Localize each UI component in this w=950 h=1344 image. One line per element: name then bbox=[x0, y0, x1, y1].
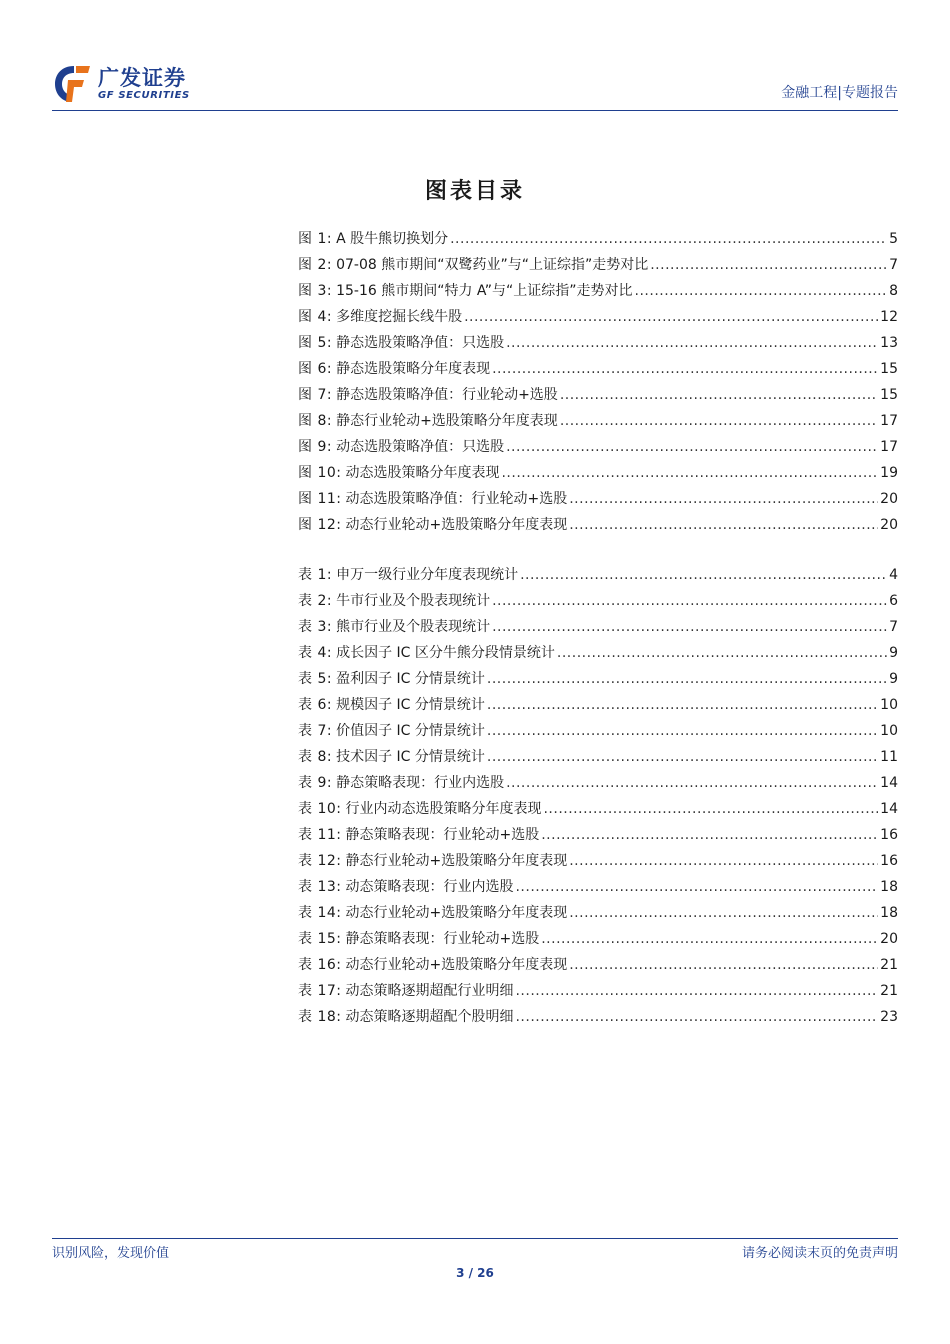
table-entry[interactable] bbox=[298, 640, 898, 666]
table-page-number: 16 bbox=[880, 853, 898, 869]
figure-page-number: 12 bbox=[880, 309, 898, 325]
table-page-number: 11 bbox=[880, 749, 898, 765]
table-label: 表 1: bbox=[298, 567, 333, 583]
table-page-number: 10 bbox=[880, 697, 898, 713]
table-label: 表 4: bbox=[298, 645, 333, 661]
table-label: 表 16: bbox=[298, 957, 342, 973]
table-page-number: 21 bbox=[880, 983, 898, 999]
gf-logo-icon bbox=[52, 62, 92, 106]
table-label: 表 15: bbox=[298, 931, 342, 947]
table-title: 价值因子 IC 分情景统计 bbox=[336, 723, 485, 739]
figure-label: 图 1: bbox=[298, 231, 333, 247]
table-label: 表 8: bbox=[298, 749, 333, 765]
table-page-number: 6 bbox=[889, 593, 898, 609]
page-title: 图表目录 bbox=[424, 179, 525, 204]
figure-entry[interactable] bbox=[298, 356, 898, 382]
table-title: 静态策略表现：行业轮动+选股 bbox=[345, 931, 540, 947]
page-header bbox=[52, 62, 898, 110]
table-label: 表 5: bbox=[298, 671, 333, 687]
dot-leader bbox=[506, 330, 878, 356]
dot-leader bbox=[520, 562, 887, 588]
figures-toc bbox=[298, 226, 898, 538]
table-label: 表 18: bbox=[298, 1009, 342, 1025]
table-page-number: 20 bbox=[880, 931, 898, 947]
report-type: 金融工程|专题报告 bbox=[781, 85, 898, 101]
table-entry[interactable] bbox=[298, 666, 898, 692]
figure-entry[interactable] bbox=[298, 278, 898, 304]
figure-label: 图 7: bbox=[298, 387, 333, 403]
dot-leader bbox=[487, 666, 887, 692]
logo-chinese-name: 广发证券 bbox=[98, 66, 186, 90]
table-title: 熊市行业及个股表现统计 bbox=[336, 619, 491, 635]
dot-leader bbox=[541, 926, 878, 952]
figure-page-number: 19 bbox=[880, 465, 898, 481]
dot-leader bbox=[492, 356, 878, 382]
figure-title: 静态选股策略分年度表现 bbox=[336, 361, 491, 377]
figure-page-number: 5 bbox=[889, 231, 898, 247]
table-title: 盈利因子 IC 分情景统计 bbox=[336, 671, 485, 687]
dot-leader bbox=[464, 304, 878, 330]
table-label: 表 9: bbox=[298, 775, 333, 791]
dot-leader bbox=[560, 382, 878, 408]
table-title: 行业内动态选股策略分年度表现 bbox=[345, 801, 542, 817]
table-entry[interactable] bbox=[298, 1004, 898, 1030]
figure-title: 多维度挖掘长线牛股 bbox=[336, 309, 463, 325]
table-page-number: 14 bbox=[880, 801, 898, 817]
table-label: 表 3: bbox=[298, 619, 333, 635]
figure-title: 静态选股策略净值：只选股 bbox=[336, 335, 505, 351]
table-page-number: 9 bbox=[889, 645, 898, 661]
table-entry[interactable] bbox=[298, 744, 898, 770]
figure-entry[interactable] bbox=[298, 408, 898, 434]
figure-page-number: 15 bbox=[880, 387, 898, 403]
dot-leader bbox=[492, 614, 887, 640]
table-entry[interactable] bbox=[298, 900, 898, 926]
dot-leader bbox=[515, 1004, 878, 1030]
page-number: 3 / 26 bbox=[456, 1266, 494, 1280]
table-entry[interactable] bbox=[298, 614, 898, 640]
figure-page-number: 17 bbox=[880, 439, 898, 455]
table-entry[interactable] bbox=[298, 796, 898, 822]
figure-title: 动态行业轮动+选股策略分年度表现 bbox=[345, 517, 568, 533]
table-page-number: 23 bbox=[880, 1009, 898, 1025]
table-label: 表 7: bbox=[298, 723, 333, 739]
figure-label: 图 5: bbox=[298, 335, 333, 351]
figure-label: 图 11: bbox=[298, 491, 342, 507]
table-page-number: 16 bbox=[880, 827, 898, 843]
table-title: 牛市行业及个股表现统计 bbox=[336, 593, 491, 609]
table-label: 表 14: bbox=[298, 905, 342, 921]
table-title: 静态策略表现：行业内选股 bbox=[336, 775, 505, 791]
figure-title: 15-16 熊市期间“特力 A”与“上证综指”走势对比 bbox=[336, 283, 633, 299]
figure-entry[interactable] bbox=[298, 304, 898, 330]
figure-page-number: 17 bbox=[880, 413, 898, 429]
dot-leader bbox=[541, 822, 878, 848]
footer-disclaimer: 请务必阅读末页的免责声明 bbox=[741, 1246, 898, 1261]
dot-leader bbox=[506, 434, 878, 460]
table-title: 静态行业轮动+选股策略分年度表现 bbox=[345, 853, 568, 869]
dot-leader bbox=[569, 848, 878, 874]
table-entry[interactable] bbox=[298, 718, 898, 744]
table-entry[interactable] bbox=[298, 978, 898, 1004]
figure-entry[interactable] bbox=[298, 226, 898, 252]
table-title: 技术因子 IC 分情景统计 bbox=[336, 749, 485, 765]
table-entry[interactable] bbox=[298, 770, 898, 796]
table-page-number: 21 bbox=[880, 957, 898, 973]
dot-leader bbox=[487, 718, 878, 744]
figure-page-number: 15 bbox=[880, 361, 898, 377]
dot-leader bbox=[515, 874, 878, 900]
table-title: 动态策略逐期超配个股明细 bbox=[345, 1009, 514, 1025]
footer-slogan: 识别风险，发现价值 bbox=[52, 1246, 170, 1261]
dot-leader bbox=[450, 226, 887, 252]
dot-leader bbox=[569, 512, 878, 538]
figure-entry[interactable] bbox=[298, 252, 898, 278]
table-label: 表 17: bbox=[298, 983, 342, 999]
table-label: 表 6: bbox=[298, 697, 333, 713]
table-title: 动态行业轮动+选股策略分年度表现 bbox=[345, 957, 568, 973]
header-divider bbox=[52, 110, 898, 111]
table-title: 动态行业轮动+选股策略分年度表现 bbox=[345, 905, 568, 921]
dot-leader bbox=[569, 900, 878, 926]
table-label: 表 13: bbox=[298, 879, 342, 895]
figure-label: 图 9: bbox=[298, 439, 333, 455]
table-entry[interactable] bbox=[298, 562, 898, 588]
dot-leader bbox=[543, 796, 878, 822]
figure-entry[interactable] bbox=[298, 486, 898, 512]
table-page-number: 18 bbox=[880, 879, 898, 895]
table-label: 表 10: bbox=[298, 801, 342, 817]
table-title: 申万一级行业分年度表现统计 bbox=[336, 567, 519, 583]
table-title: 规模因子 IC 分情景统计 bbox=[336, 697, 485, 713]
figure-label: 图 10: bbox=[298, 465, 342, 481]
tables-toc bbox=[298, 562, 898, 1030]
figure-page-number: 8 bbox=[889, 283, 898, 299]
figure-title: A 股牛熊切换划分 bbox=[336, 231, 449, 247]
company-logo bbox=[52, 62, 190, 106]
dot-leader bbox=[650, 252, 887, 278]
table-title: 动态策略逐期超配行业明细 bbox=[345, 983, 514, 999]
table-title: 动态策略表现：行业内选股 bbox=[345, 879, 514, 895]
dot-leader bbox=[506, 770, 878, 796]
figure-label: 图 12: bbox=[298, 517, 342, 533]
table-page-number: 4 bbox=[889, 567, 898, 583]
figure-title: 动态选股策略净值：只选股 bbox=[336, 439, 505, 455]
table-label: 表 2: bbox=[298, 593, 333, 609]
figure-label: 图 6: bbox=[298, 361, 333, 377]
figure-page-number: 7 bbox=[889, 257, 898, 273]
table-entry[interactable] bbox=[298, 822, 898, 848]
figure-entry[interactable] bbox=[298, 512, 898, 538]
figure-page-number: 20 bbox=[880, 517, 898, 533]
table-page-number: 14 bbox=[880, 775, 898, 791]
table-entry[interactable] bbox=[298, 848, 898, 874]
dot-leader bbox=[515, 978, 878, 1004]
table-entry[interactable] bbox=[298, 874, 898, 900]
table-page-number: 10 bbox=[880, 723, 898, 739]
dot-leader bbox=[569, 486, 878, 512]
footer-divider bbox=[52, 1238, 898, 1239]
figure-entry[interactable] bbox=[298, 434, 898, 460]
figure-entry[interactable] bbox=[298, 382, 898, 408]
figure-label: 图 4: bbox=[298, 309, 333, 325]
dot-leader bbox=[487, 692, 878, 718]
table-entry[interactable] bbox=[298, 952, 898, 978]
table-title: 静态策略表现：行业轮动+选股 bbox=[345, 827, 540, 843]
table-label: 表 12: bbox=[298, 853, 342, 869]
table-page-number: 7 bbox=[889, 619, 898, 635]
figure-page-number: 13 bbox=[880, 335, 898, 351]
dot-leader bbox=[501, 460, 878, 486]
table-page-number: 9 bbox=[889, 671, 898, 687]
table-label: 表 11: bbox=[298, 827, 342, 843]
figure-label: 图 3: bbox=[298, 283, 333, 299]
dot-leader bbox=[569, 952, 878, 978]
figure-label: 图 8: bbox=[298, 413, 333, 429]
figure-title: 静态选股策略净值：行业轮动+选股 bbox=[336, 387, 558, 403]
dot-leader bbox=[635, 278, 888, 304]
figure-page-number: 20 bbox=[880, 491, 898, 507]
dot-leader bbox=[492, 588, 887, 614]
figure-entry[interactable] bbox=[298, 330, 898, 356]
dot-leader bbox=[557, 640, 887, 666]
logo-english-name: GF SECURITIES bbox=[98, 90, 190, 101]
table-entry[interactable] bbox=[298, 588, 898, 614]
dot-leader bbox=[560, 408, 878, 434]
dot-leader bbox=[487, 744, 878, 770]
figure-title: 静态行业轮动+选股策略分年度表现 bbox=[336, 413, 558, 429]
table-title: 成长因子 IC 区分牛熊分段情景统计 bbox=[336, 645, 555, 661]
table-page-number: 18 bbox=[880, 905, 898, 921]
figure-label: 图 2: bbox=[298, 257, 333, 273]
figure-title: 07-08 熊市期间“双鹭药业”与“上证综指”走势对比 bbox=[336, 257, 649, 273]
table-entry[interactable] bbox=[298, 692, 898, 718]
table-entry[interactable] bbox=[298, 926, 898, 952]
figure-title: 动态选股策略净值：行业轮动+选股 bbox=[345, 491, 568, 507]
figure-entry[interactable] bbox=[298, 460, 898, 486]
figure-title: 动态选股策略分年度表现 bbox=[345, 465, 500, 481]
